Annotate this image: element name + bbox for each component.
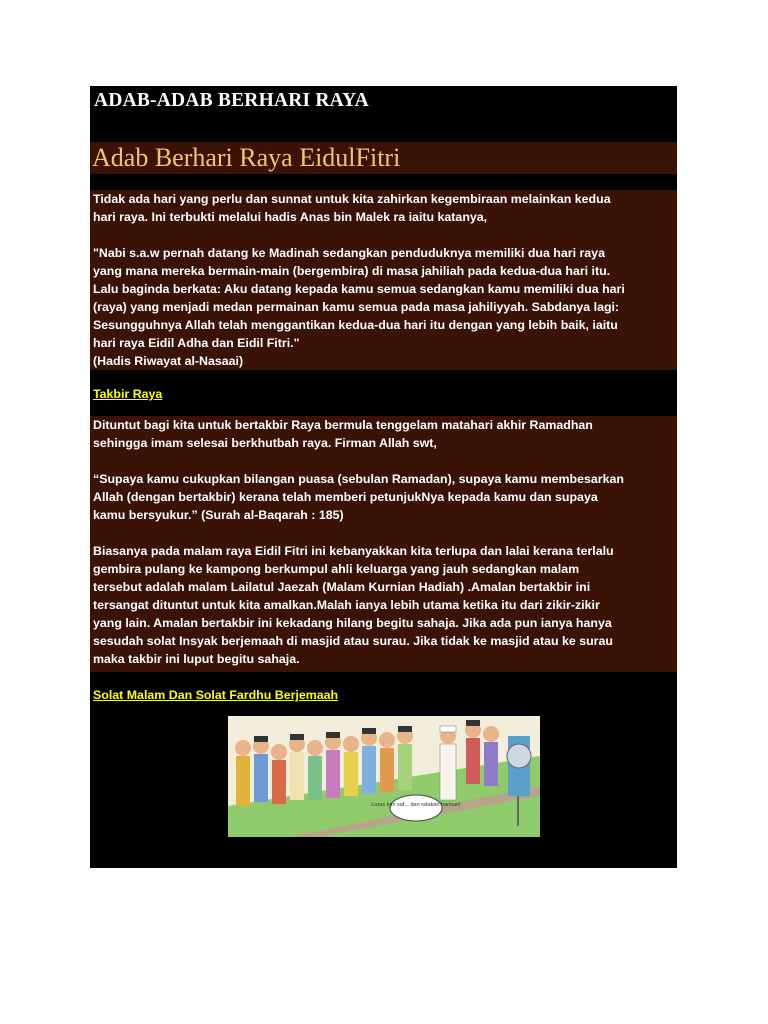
paragraph-line: tersebut adalah malam Lailatul Jaezah (Malam Kurnian Hadiah) .Amalan bertakbir ini <box>93 580 591 594</box>
paragraph-line: Biasanya pada malam raya Eidil Fitri ini kebanyakkan kita terlupa dan lalai kerana terlalu <box>93 544 614 558</box>
paragraph-line: “Supaya kamu cukupkan bilangan puasa (sebulan Ramadan), supaya kamu membesarkan <box>93 472 624 486</box>
heading-takbir-label: Takbir Raya <box>93 387 163 401</box>
document-subtitle: Adab Berhari Raya EidulFitri <box>92 143 401 172</box>
paragraph-line: Dituntut bagi kita untuk bertakbir Raya bermula tenggelam matahari akhir Ramadhan <box>93 418 593 432</box>
paragraph-line: Sesungguhnya Allah telah menggantikan kedua-dua hari itu dengan yang lebih baik, iaitu <box>93 318 618 332</box>
speech-bubble <box>390 795 442 821</box>
paragraph-line: hari raya. Ini terbukti melalui hadis Anas bin Malek ra iaitu katanya, <box>93 210 488 224</box>
section-intro <box>90 190 677 370</box>
cartoon-illustration <box>228 716 540 837</box>
paragraph-line: tersangat dituntut untuk kita amalkan.Malah ianya lebih utama ketika itu dari zikir-zikir <box>93 598 600 612</box>
cartoon-svg <box>228 716 540 837</box>
section-takbir <box>90 416 677 672</box>
paragraph-gap <box>90 452 677 470</box>
paragraph-line: hari raya Eidil Adha dan Eidil Fitri." <box>93 336 300 350</box>
paragraph-line: yang lain. Amalan bertakbir ini kekadang hilang begitu sahaja. Jika ada pun ianya hanya <box>93 616 612 630</box>
paragraph-line: maka takbir ini luput begitu sahaja. <box>93 652 300 666</box>
paragraph-line: kamu bersyukur.” (Surah al-Baqarah : 185) <box>93 508 344 522</box>
paragraph-line: gembira pulang ke kampong berkumpul ahli keluarga yang jauh sedangkan malam <box>93 562 580 576</box>
document-title: ADAB-ADAB BERHARI RAYA <box>94 90 369 111</box>
paragraph-line: Tidak ada hari yang perlu dan sunnat untuk kita zahirkan kegembiraan melainkan kedua <box>93 192 611 206</box>
paragraph-line: sesudah solat Insyak berjemaah di masjid atau surau. Jika tidak ke masjid atau ke surau <box>93 634 613 648</box>
heading-takbir-raya <box>93 386 162 402</box>
paragraph-line: sehingga imam selesai berkhutbah raya. Firman Allah swt, <box>93 436 437 450</box>
paragraph-line: yang mana mereka bermain-main (bergembira) di masa jahiliah pada kedua-dua hari itu. <box>93 264 611 278</box>
paragraph-line: (raya) yang menjadi medan permainan kamu semua pada masa jahiliyyah. Sabdanya lagi: <box>93 300 620 314</box>
paragraph-gap <box>90 524 677 542</box>
subtitle-band <box>90 142 677 174</box>
paragraph-line: (Hadis Riwayat al-Nasaai) <box>93 354 244 368</box>
paragraph-line: "Nabi s.a.w pernah datang ke Madinah sedangkan penduduknya memiliki dua hari raya <box>93 246 605 260</box>
speech-bubble-text: Lurus kan saf... dan ratakan barisan! <box>371 802 461 808</box>
heading-solat-malam <box>93 687 338 703</box>
paragraph-line: Allah (dengan bertakbir) kerana telah memberi petunjukNya kepada kamu dan supaya <box>93 490 598 504</box>
paragraph-line: Lalu baginda berkata: Aku datang kepada kamu semua sedangkan kamu memiliki dua hari <box>93 282 625 296</box>
paragraph-gap <box>90 226 677 244</box>
heading-solat-label: Solat Malam Dan Solat Fardhu Berjemaah <box>93 688 339 702</box>
document-page <box>90 86 677 868</box>
